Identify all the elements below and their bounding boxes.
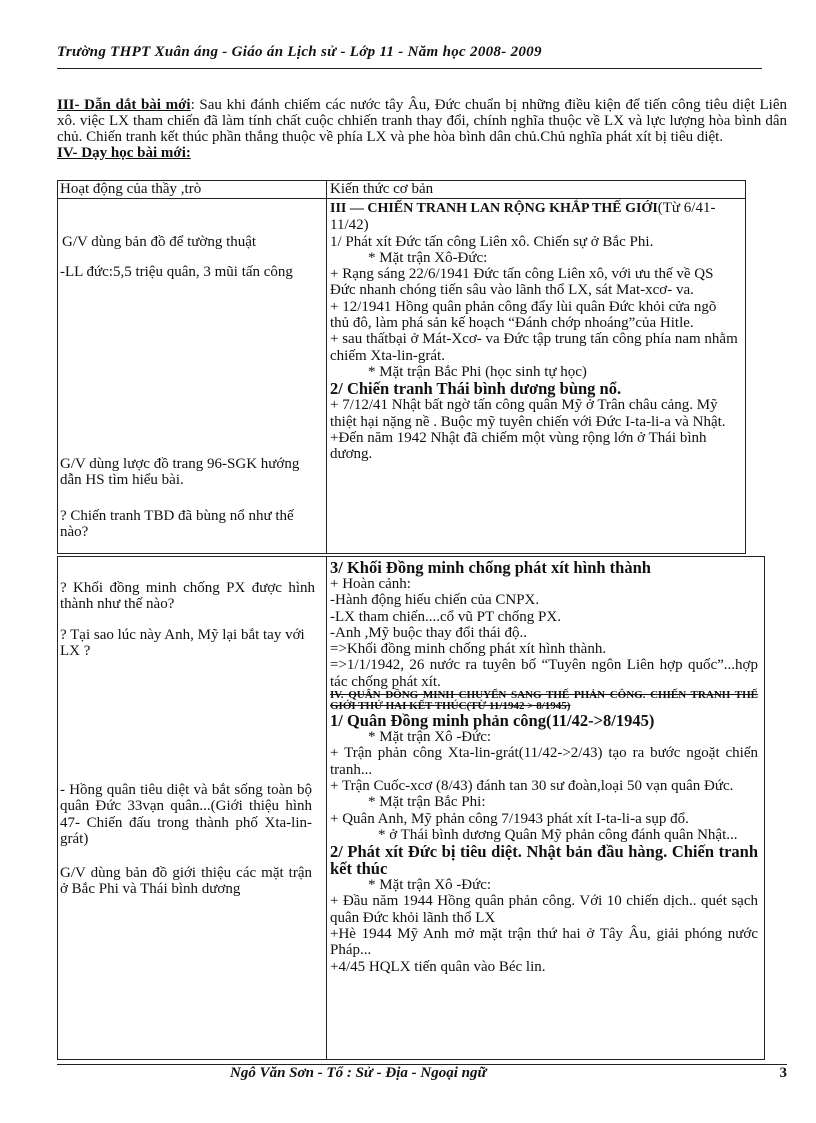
heading-2: 2/ Chiến tranh Thái bình dương bùng nổ. — [330, 379, 622, 399]
p2: * Mặt trận Xô-Đức: — [368, 249, 488, 266]
page-number: 3 — [779, 1065, 787, 1081]
intro-label: III- Dẫn dắt bài mới — [57, 97, 191, 113]
q5: =>Khối đồng minh chống phát xít hình thành. — [330, 641, 607, 658]
r3: + Trận Cuốc-xcơ (8/43) đánh tan 30 sư đoàn,loại 50 vạn quân Đức. — [330, 777, 734, 794]
column-divider — [326, 180, 327, 553]
intro-block — [57, 97, 787, 161]
section-iii-title: III — CHIẾN TRANH LAN RỘNG KHẮP THẾ GIỚI — [330, 201, 658, 216]
p7: + 7/12/41 Nhật bất ngờ tấn công quân Mỹ ở Trân châu cảng. Mỹ thiệt hại nặng nề . Buộc mỹ tuyên chiến với Đức I-ta-li-a và Nhật. — [330, 397, 726, 430]
heading-4: 1/ Quân Đồng minh phản công(11/42->8/1945) — [330, 711, 655, 731]
footer-author: Ngô Văn Sơn - Tổ : Sử - Địa - Ngoại ngữ — [230, 1065, 487, 1081]
column-divider-2 — [326, 556, 327, 1059]
r4: * Mặt trận Bắc Phi: — [368, 794, 486, 811]
page-header: Trường THPT Xuân áng - Giáo án Lịch sử - Lớp 11 - Năm học 2008- 2009 — [57, 44, 762, 69]
row2-left-a: ? Khối đồng minh chống PX được hình thành như thế nào? — [60, 580, 315, 613]
s4: +4/45 HQLX tiến quân vào Béc lin. — [330, 958, 546, 975]
row2-left-b: ? Tại sao lúc này Anh, Mỹ lại bắt tay với LX ? — [60, 626, 305, 659]
p3: + Rạng sáng 22/6/1941 Đức tấn công Liên xô, với ưu thế về QS Đức nhanh chóng tiến sâu vào lãnh thổ LX, sát Mat-xcơ- va. — [330, 266, 714, 299]
r6: * ở Thái bình dương Quân Mỹ phản công đánh quân Nhật... — [378, 826, 738, 843]
p4: + 12/1941 Hồng quân phản công đẩy lùi quân Đức khỏi cửa ngõ thủ đô, làm phá sản kế hoạch “Đánh chớp nhoáng”của Hitle. — [330, 298, 717, 332]
row2-left-d: G/V dùng bản đồ giới thiệu các mặt trận ở Bắc Phi và Thái bình dương — [60, 865, 312, 898]
q1: + Hoàn cảnh: — [330, 576, 411, 592]
row1-left-b: -LL đức:5,5 triệu quân, 3 mũi tấn công — [60, 264, 293, 281]
heading-3: 3/ Khối Đồng minh chống phát xít hình thành — [330, 558, 651, 577]
q6: =>1/1/1942, 26 nước ra tuyên bố “Tuyên ngôn Liên hợp quốc”...hợp tác chống phát xít. — [330, 657, 758, 690]
intro-text: : Sau khi đánh chiếm các nước tây Âu, Đức chuẩn bị những điều kiện để tiến công tiêu diệt Liên xô. việc LX tham chiến đã làm tính chất cuộc chhiến tranh thay đổi, chính nghĩa thuộc về LX và lực lượng hòa bình dân chủ. Chiến tranh kết thúc phần thắng thuộc về phía LX và phe hòa bình dân chủ.Chủ nghĩa phát xít bị tiêu diệt. — [57, 97, 787, 145]
row2-left-cell — [60, 580, 315, 898]
header-divider — [57, 198, 745, 199]
section-heading: IV- Dạy học bài mới: — [57, 145, 191, 161]
row1-right-cell — [330, 200, 738, 462]
row1-left-d: ? Chiến tranh TBD đã bùng nổ như thế nào? — [60, 508, 294, 541]
r5: + Quân Anh, Mỹ phản công 7/1943 phát xít I-ta-li-a sụp đổ. — [330, 810, 689, 827]
q3: -LX tham chiến....cổ vũ PT chống PX. — [330, 608, 561, 625]
p1: 1/ Phát xít Đức tấn công Liên xô. Chiến sự ở Bắc Phi. — [330, 233, 654, 250]
q2: -Hành động hiếu chiến của CNPX. — [330, 592, 540, 609]
col2-header: Kiến thức cơ bản — [330, 181, 434, 197]
q4: -Anh ,Mỹ buộc thay đổi thái độ.. — [330, 624, 528, 641]
page-footer — [57, 1064, 787, 1083]
row1-left-cell — [60, 234, 315, 541]
row1-left-a: G/V dùng bản đồ để tường thuật — [62, 234, 257, 250]
p6: * Mặt trận Bắc Phi (học sinh tự học) — [368, 363, 587, 380]
s1: * Mặt trận Xô -Đức: — [368, 877, 492, 894]
row2-left-c: - Hồng quân tiêu diệt và bắt sống toàn bộ quân Đức 33vạn quân...(Giới thiệu hình 47- Chiến đấu trong thành phố Xta-lin-grát) — [60, 782, 312, 847]
p5: + sau thấtbại ở Mát-Xcơ- va Đức tập trung tấn công phía nam nhằm chiếm Xta-lin-grát. — [330, 331, 738, 364]
row2-right-cell — [330, 559, 758, 975]
section-iii-dates: (Từ 6/41- 11/42) — [330, 200, 716, 234]
s2: + Đầu năm 1944 Hồng quân phản công. Với 10 chiến dịch.. quét sạch quân Đức khỏi lãnh thổ LX — [330, 893, 758, 926]
heading-5: 2/ Phát xít Đức bị tiêu diệt. Nhật bản đầu hàng. Chiến tranh kết thúc — [330, 842, 758, 879]
s3: +Hè 1944 Mỹ Anh mở mặt trận thứ hai ở Tây Âu, giải phóng nước Pháp... — [330, 926, 758, 959]
col1-header: Hoạt động của thầy ,trò — [60, 181, 202, 197]
r2: + Trận phản công Xta-lin-grát(11/42->2/43) tạo ra bước ngoặt chiến tranh... — [330, 745, 758, 778]
p8: +Đến năm 1942 Nhật đã chiếm một vùng rộng lớn ở Thái bình dương. — [330, 429, 707, 463]
r1: * Mặt trận Xô -Đức: — [368, 729, 492, 746]
row1-left-c: G/V dùng lược đồ trang 96-SGK hướng dẫn HS tìm hiểu bài. — [60, 456, 300, 489]
section-iv-title: IV. QUÂN ĐỒNG MINH CHUYỂN SANG THẾ PHẢN CÔNG. CHIẾN TRANH THẾ GIỚI THỨ HAI KẾT THÚC(TỪ 11/1942 > 8/1945) — [330, 689, 758, 713]
